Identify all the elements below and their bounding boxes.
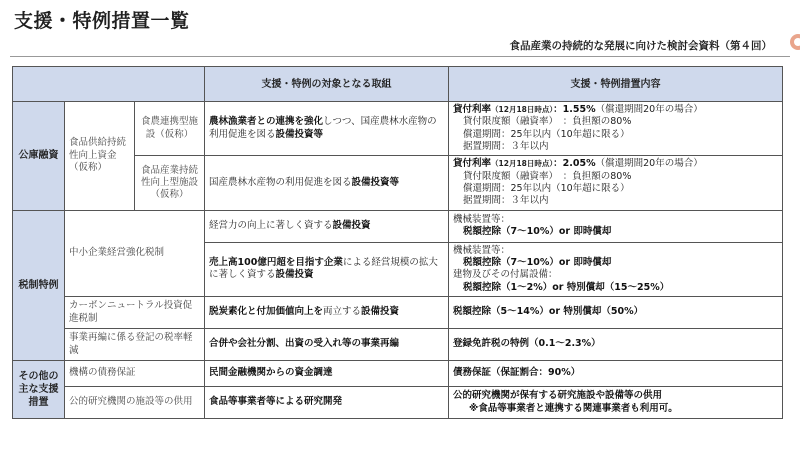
carbon-content: 税額控除（5～14%）or 特別償却（50%） <box>449 297 783 329</box>
loan-target-2-end: 設備投資等 <box>351 176 400 188</box>
loan-target-1 <box>205 102 449 156</box>
carbon-target-end: 設備投資 <box>361 306 400 318</box>
table-row <box>13 210 783 242</box>
sme-target-1-mid: 経営力の向上に著しく資する <box>209 220 333 232</box>
reorg-target: 合併や会社分割、出資の受入れ等の事業再編 <box>205 329 449 361</box>
loan-type-2: 食品産業持続性向上型施設（仮称） <box>135 156 205 210</box>
sme-content-2-bold: 税額控除（7～10%）or 即時償却 <box>463 257 612 269</box>
loan-limit-1: 貸付限度額（融資率） ：負担額の80% <box>463 116 632 128</box>
loan-content-2 <box>449 156 783 210</box>
sme-target-1 <box>205 210 449 242</box>
sme-content-2-line: 機械装置等： <box>453 244 511 256</box>
corner-header-cell <box>13 67 205 102</box>
sme-target-2-mid: による経営規模の拡大に著しく資する <box>209 257 438 281</box>
sme-target-2 <box>205 242 449 296</box>
loan-rate-label-2: 貸付利率 <box>453 158 492 170</box>
loan-target-1-mid: しつつ、国産農林水産物の利用促進を図る <box>209 116 437 140</box>
support-measures-table <box>12 66 783 419</box>
item-carbon-tax: カーボンニュートラル投資促進税制 <box>65 297 205 329</box>
loan-rate-value-1: ：1.55% <box>553 104 596 115</box>
loan-rate-note-2: （12月18日時点） <box>491 159 554 169</box>
loan-content-1 <box>449 102 783 156</box>
loan-rate-value-2: ：2.05% <box>553 158 596 170</box>
sme-content-2 <box>449 242 783 296</box>
table-row <box>13 297 783 329</box>
sme-content-2-bold2: 税額控除（1～2%）or 特別償却（15～25%） <box>463 281 670 293</box>
loan-rate-tail-1: （償還期間20年の場合） <box>595 104 703 115</box>
reorg-content: 登録免許税の特例（0.1～2.3%） <box>449 329 783 361</box>
sme-content-1 <box>449 210 783 242</box>
loan-target-1-bold: 農林漁業者との連携を強化 <box>209 116 324 128</box>
carbon-target-mid: 両立する <box>323 306 362 318</box>
header-divider <box>10 56 790 57</box>
table-header-row <box>13 67 783 102</box>
loan-rate-label-1: 貸付利率 <box>453 104 492 115</box>
sme-content-2-line2: 建物及びその付属設備： <box>453 269 558 281</box>
guarantee-content: 債務保証（保証割合：90%） <box>449 361 783 387</box>
column-header-content: 支援・特例措置内容 <box>449 67 783 102</box>
document-subtitle: 食品産業の持続的な発展に向けた検討会資料（第４回） <box>509 40 772 52</box>
category-loan: 公庫融資 <box>13 102 65 211</box>
page-title: 支援・特例措置一覧 <box>14 10 190 32</box>
item-reorg-tax: 事業再編に係る登記の税率軽減 <box>65 329 205 361</box>
research-target: 食品等事業者等による研究開発 <box>205 387 449 419</box>
table-row <box>13 361 783 387</box>
loan-rate-note-1: （12月18日時点） <box>491 105 554 114</box>
carbon-target <box>205 297 449 329</box>
loan-rate-tail-2: （償還期間20年の場合） <box>595 158 703 170</box>
item-sme-tax: 中小企業経営強化税制 <box>65 210 205 296</box>
loan-target-2 <box>205 156 449 210</box>
sme-content-1-bold: 税額控除（7～10%）or 即時償却 <box>463 226 612 238</box>
item-guarantee: 機構の債務保証 <box>65 361 205 387</box>
loan-target-1-end: 設備投資等 <box>275 128 324 140</box>
loan-repay-2: 償還期間：25年以内（10年超に限る） <box>463 183 630 195</box>
loan-type-1: 食農連携型施設（仮称） <box>135 102 205 156</box>
guarantee-target: 民間金融機関からの資金調達 <box>205 361 449 387</box>
item-research: 公的研究機関の施設等の供用 <box>65 387 205 419</box>
sme-content-1-line: 機械装置等： <box>453 213 511 225</box>
sme-target-2-bold: 売上高100億円超を目指す企業 <box>209 257 343 269</box>
loan-target-2-mid: 国産農林水産物の利用促進を図る <box>209 176 352 188</box>
item-loan-fund: 食品供給持続性向上資金（仮称） <box>65 102 135 211</box>
table-row <box>13 102 783 156</box>
carbon-target-bold: 脱炭素化と付加価値向上を <box>209 306 324 318</box>
loan-grace-2: 据置期間：３年以内 <box>463 195 549 207</box>
sme-target-2-end: 設備投資 <box>275 269 314 281</box>
loan-limit-2: 貸付限度額（融資率） ：負担額の80% <box>463 170 632 182</box>
decorative-circle-icon <box>790 34 800 50</box>
research-content <box>449 387 783 419</box>
loan-repay-1: 償還期間：25年以内（10年超に限る） <box>463 128 630 140</box>
table-row <box>13 387 783 419</box>
category-tax: 税制特例 <box>13 210 65 360</box>
sme-target-1-end: 設備投資 <box>332 220 371 232</box>
category-other: その他の主な支援措置 <box>13 361 65 419</box>
loan-grace-1: 据置期間：３年以内 <box>463 141 549 153</box>
research-content-2: ※食品等事業者と連携する関連事業者も利用可。 <box>469 402 678 414</box>
research-content-1: 公的研究機関が保有する研究施設や設備等の供用 <box>453 390 663 402</box>
column-header-target: 支援・特例の対象となる取組 <box>205 67 449 102</box>
table-row <box>13 329 783 361</box>
